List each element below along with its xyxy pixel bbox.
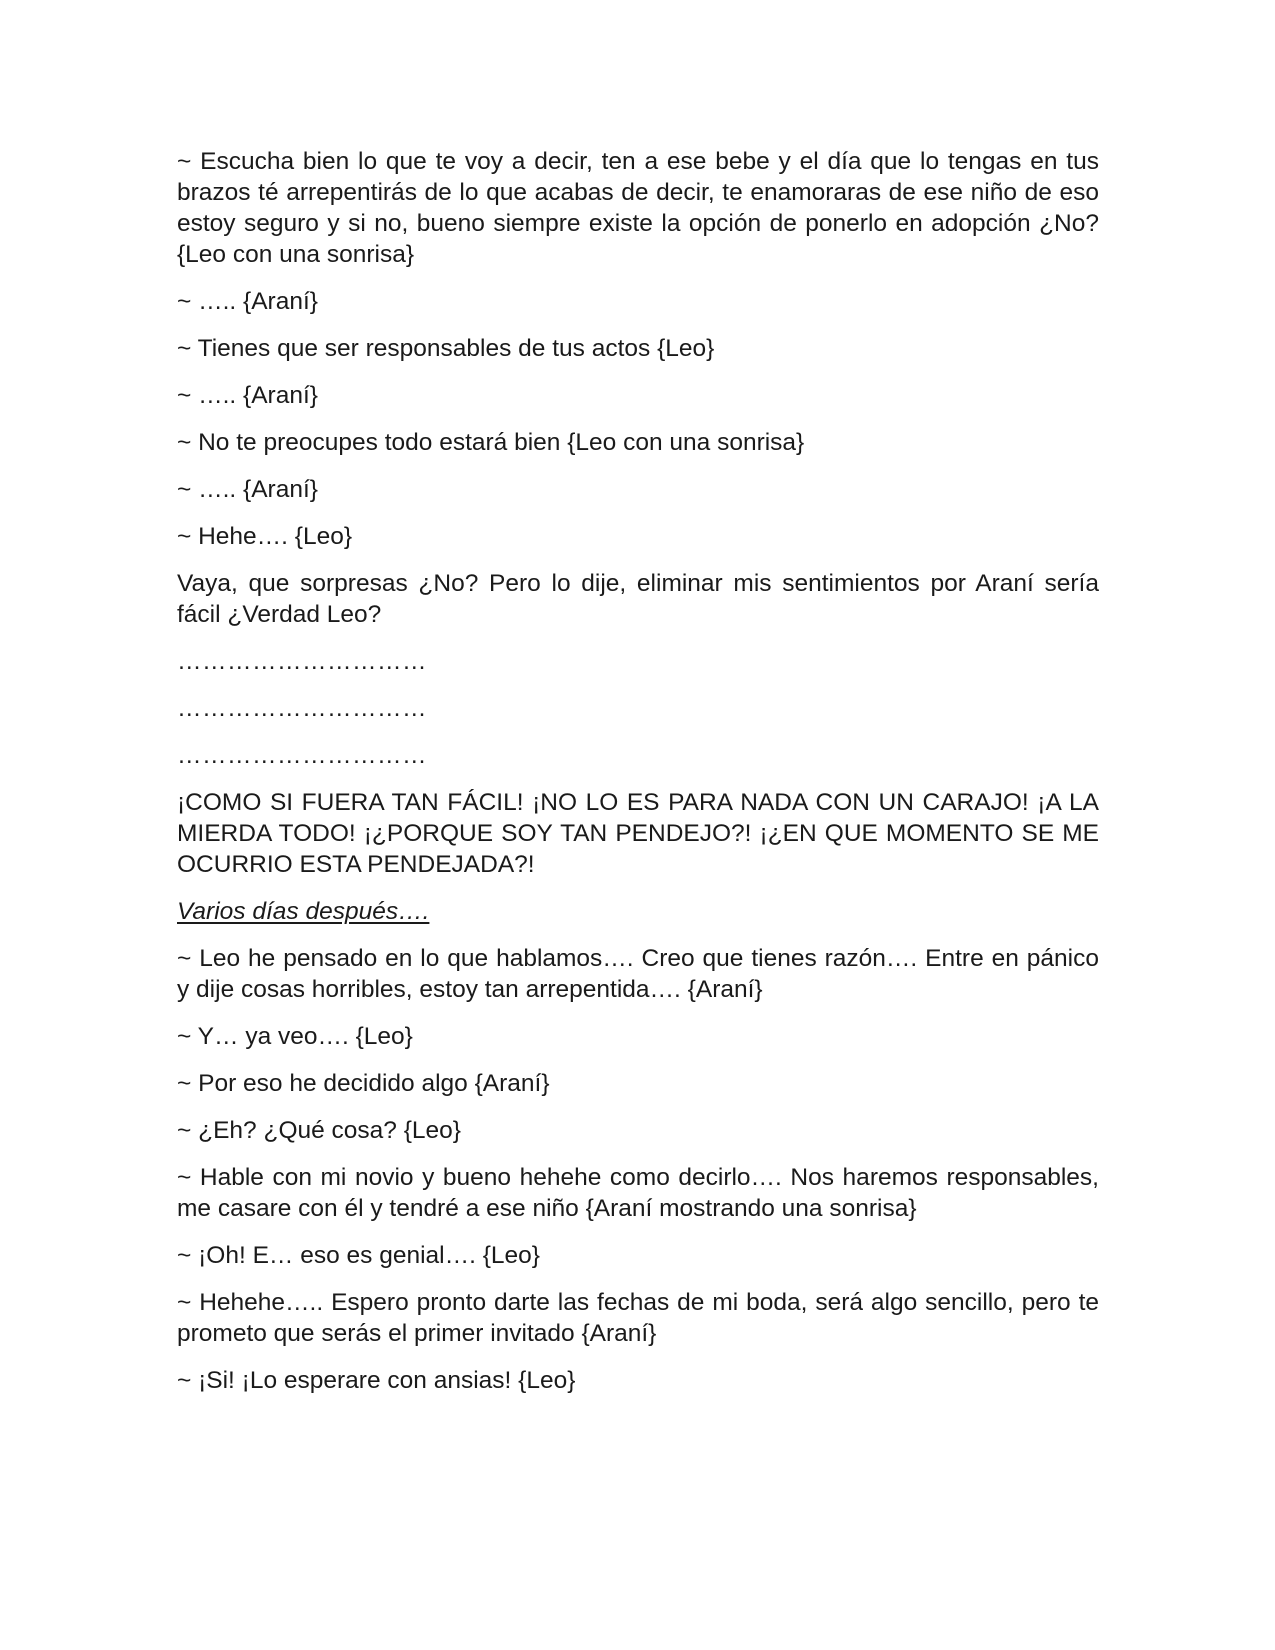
dialogue-line: ~ ¿Eh? ¿Qué cosa? {Leo} (177, 1117, 461, 1144)
document-body (177, 146, 1099, 1412)
dialogue-line: ~ ….. {Araní} (177, 382, 318, 409)
exclamation-paragraph: ¡COMO SI FUERA TAN FÁCIL! ¡NO LO ES PARA NADA CON UN CARAJO! ¡A LA MIERDA TODO! ¡¿PORQUE SOY TAN PENDEJO?! ¡¿EN QUE MOMENTO SE ME OCURRIO ESTA PENDEJADA?! (177, 789, 1099, 878)
dialogue-line: ~ Hehehe….. Espero pronto darte las fechas de mi boda, será algo sencillo, pero te prometo que serás el primer invitado {Araní} (177, 1289, 1099, 1347)
ellipsis-separator: ………………………… (177, 648, 427, 675)
scene-heading: Varios días después…. (177, 898, 430, 925)
dialogue-line: ~ Escucha bien lo que te voy a decir, ten a ese bebe y el día que lo tengas en tus brazos té arrepentirás de lo que acabas de decir, te enamoraras de ese niño de eso estoy seguro y si no, bueno siempre existe la opción de ponerlo en adopción ¿No? {Leo con una sonrisa} (177, 148, 1099, 268)
dialogue-line: ~ Tienes que ser responsables de tus actos {Leo} (177, 335, 715, 362)
dialogue-line: ~ Hehe…. {Leo} (177, 523, 353, 550)
dialogue-line: ~ ¡Si! ¡Lo esperare con ansias! {Leo} (177, 1367, 576, 1394)
dialogue-line: ~ Por eso he decidido algo {Araní} (177, 1070, 550, 1097)
dialogue-line: ~ Leo he pensado en lo que hablamos…. Creo que tienes razón…. Entre en pánico y dije cosas horribles, estoy tan arrepentida…. {Araní} (177, 945, 1099, 1003)
ellipsis-separator: ………………………… (177, 695, 427, 722)
dialogue-line: ~ No te preocupes todo estará bien {Leo con una sonrisa} (177, 429, 805, 456)
dialogue-line: ~ Hable con mi novio y bueno hehehe como decirlo…. Nos haremos responsables, me casare con él y tendré a ese niño {Araní mostrando una sonrisa} (177, 1164, 1099, 1222)
dialogue-line: ~ ….. {Araní} (177, 288, 318, 315)
dialogue-line: ~ Y… ya veo…. {Leo} (177, 1023, 413, 1050)
dialogue-line: ~ ….. {Araní} (177, 476, 318, 503)
ellipsis-separator: ………………………… (177, 742, 427, 769)
dialogue-line: ~ ¡Oh! E… eso es genial…. {Leo} (177, 1242, 540, 1269)
narration-paragraph: Vaya, que sorpresas ¿No? Pero lo dije, eliminar mis sentimientos por Araní sería fácil ¿Verdad Leo? (177, 570, 1099, 628)
